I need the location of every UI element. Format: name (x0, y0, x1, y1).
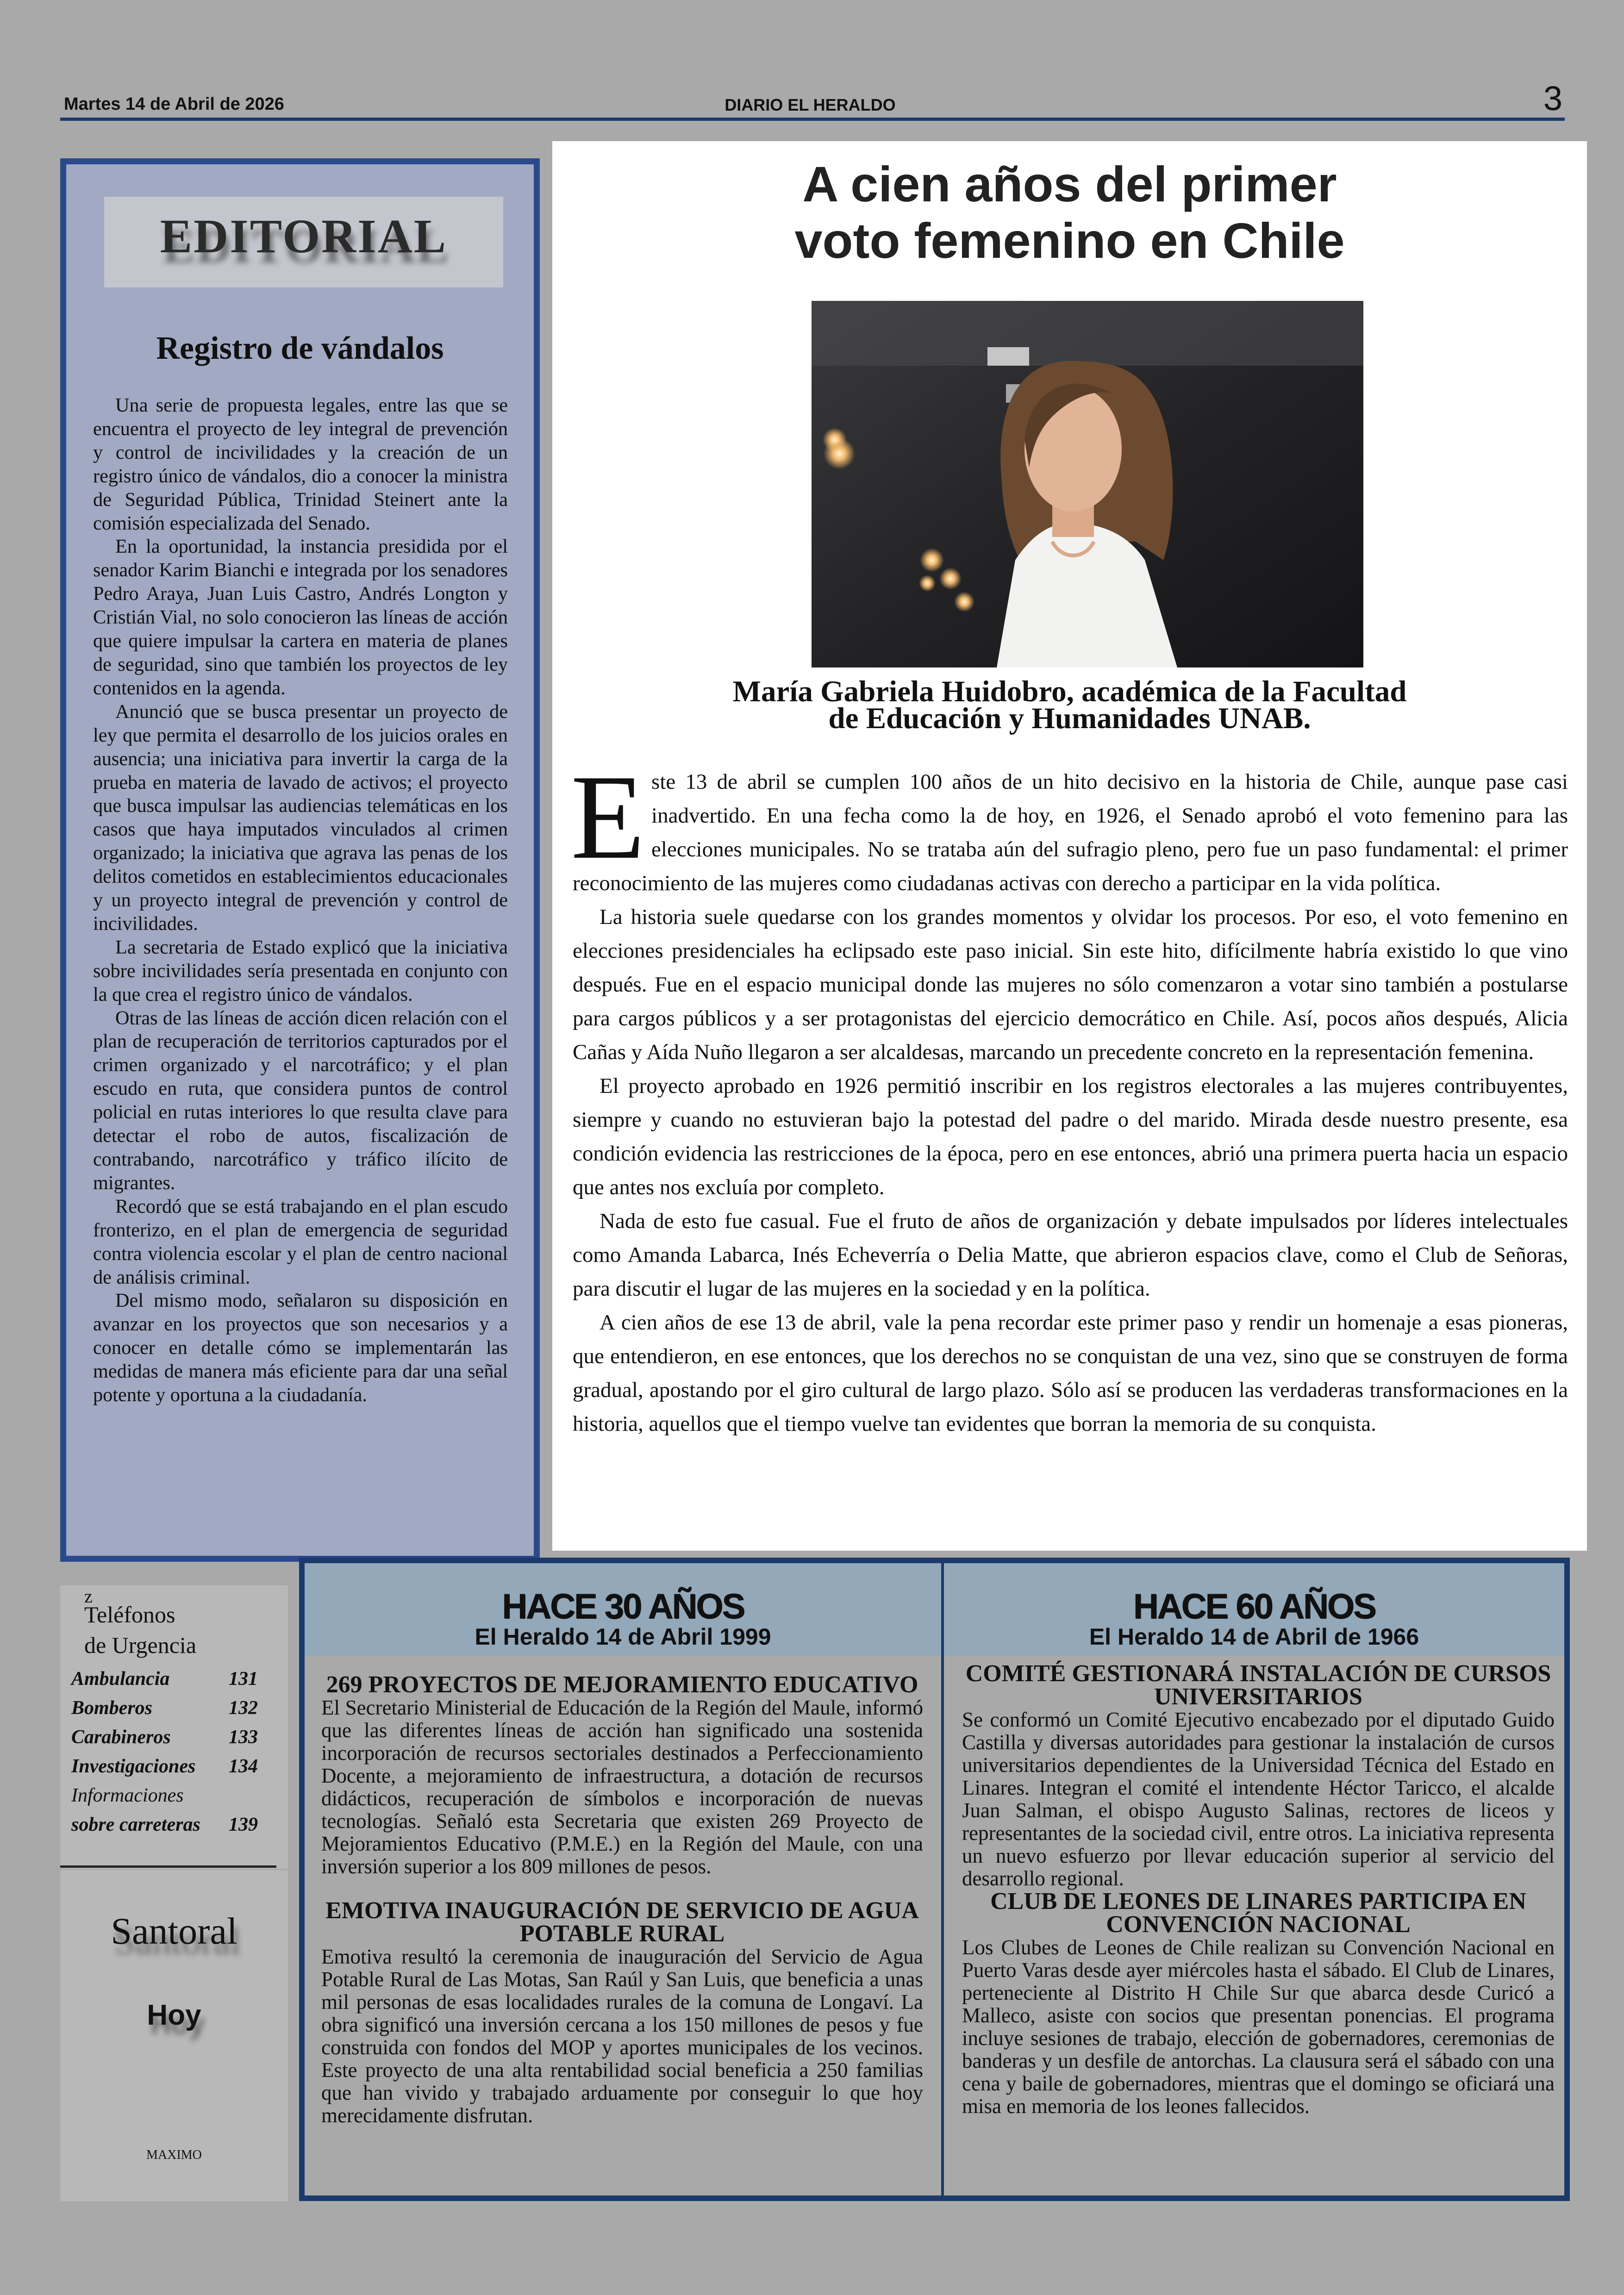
archive-column-divider (941, 1563, 944, 2195)
phone-row-bomberos (71, 1697, 280, 1719)
archive-right-header (944, 1563, 1564, 1656)
article-paragraph: Nada de esto fue casual. Fue el fruto de años de organización y debate impulsados por líderes intelectuales como Amanda Labarca, Inés Echeverría o Delia Matte, que abrieron espacios clave, como el Club de Señoras, para discutir el lugar de las mujeres en la sociedad y en la política. (573, 1209, 1568, 1301)
page-number: 3 (1543, 79, 1562, 118)
editorial-title-box (104, 197, 503, 287)
photo-caption (552, 675, 1587, 735)
phone-label: sobre carreteras (71, 1814, 200, 1835)
phone-label: Investigaciones (71, 1756, 196, 1777)
phones-title-line: Teléfonos (84, 1602, 175, 1628)
phone-info-label: Informaciones (71, 1785, 184, 1806)
emergency-phones-box (60, 1585, 288, 1869)
portrait-illustration (812, 301, 1363, 667)
archive-story-headline: 269 PROYECTOS DE MEJORAMIENTO EDUCATIVO (326, 1671, 918, 1698)
article-paragraph: La historia suele quedarse con los grandes momentos y olvidar los procesos. Por eso, el voto femenino en elecciones presidenciales ha eclipsado este paso inicial. Sin este hito, difícilmente habría existido lo que vino después. Fue en el espacio municipal donde las mujeres no sólo comenzaron a votar sino también a postularse para cargos públicos y a ser protagonistas del ejercicio democrático en Chile. Así, pocos años después, Alicia Cañas y Aída Nuño llegaron a ser alcaldesas, marcando un precedente concreto en la representación femenina. (573, 905, 1568, 1064)
editorial-headline: Registro de vándalos (156, 331, 444, 366)
article-paragraph: A cien años de ese 13 de abril, vale la pena recordar este primer paso y rendir un homenaje a esas pioneras, que entendieron, en ese entonces, que los derechos no se conquistan de una vez, sino que se construyen de forma gradual, apostando por el giro cultural de largo plazo. Sólo así se producen las verdaderas transformaciones en la historia, aquellos que el tiempo vuelve tan evidentes que borran la memoria de su conquista. (573, 1310, 1568, 1436)
phone-label: Carabineros (71, 1727, 171, 1748)
editorial-paragraph: La secretaria de Estado explicó que la iniciativa sobre incivilidades sería presentada en conjunto con la que crea el registro único de vándalos. (93, 936, 508, 1005)
phone-row-carabineros (71, 1726, 280, 1748)
santoral-box (60, 1870, 288, 2201)
editorial-paragraph: Anunció que se busca presentar un proyecto de ley que permita el desarrollo de los juicios orales en ausencia; una iniciativa para invertir la carga de la prueba en materia de lavado de activos; el proyecto que busca impulsar las audiencias telemáticas en los casos que haya imputados vinculados al crimen organizado; la iniciativa que agrava las penas de los delitos cometidos en establecimientos educacionales y un proyecto integral de prevención y control de incivilidades. (93, 700, 508, 935)
article-title (552, 156, 1587, 269)
newspaper-name: DIARIO EL HERALDO (725, 95, 896, 114)
editorial-paragraph: Recordó que se está trabajando en el plan escudo fronterizo, en el plan de emergencia de seguridad contra violencia escolar y el plan de centro nacional de análisis criminal. (93, 1195, 508, 1288)
editorial-paragraph: En la oportunidad, la instancia presidida por el senador Karim Bianchi e integrada por los senadores Pedro Araya, Juan Luis Castro, Andrés Longton y Cristián Vial, no solo conocieron las líneas de acción que quiere impulsar la cartera en materia de planes de seguridad, sino que también los proyectos de ley contenidos en la agenda. (93, 536, 508, 699)
archive-left-heading: HACE 30 AÑOS (502, 1587, 744, 1626)
santoral-name: MAXIMO (146, 2148, 202, 2162)
archive-right-column (962, 1662, 1555, 2118)
phone-row-investigaciones (71, 1755, 280, 1777)
caption-line: María Gabriela Huidobro, académica de la Facultad (732, 675, 1407, 708)
phones-mark: z (84, 1586, 93, 1607)
archive-story-headline: EMOTIVA INAUGURACIÓN DE SERVICIO DE AGUA POTABLE RURAL (325, 1897, 919, 1947)
editorial-column (60, 158, 540, 1562)
phones-title (84, 1599, 196, 1660)
phone-number: 134 (229, 1756, 258, 1777)
article-title-line: A cien años del primer (802, 156, 1337, 212)
header-date: Martes 14 de Abril de 2026 (64, 94, 284, 114)
archive-left-subheading: El Heraldo 14 de Abril 1999 (475, 1624, 771, 1650)
archive-box (299, 1558, 1570, 2201)
editorial-body (93, 394, 508, 1407)
phone-number: 139 (229, 1814, 258, 1835)
editorial-paragraph: Una serie de propuesta legales, entre las que se encuentra el proyecto de ley integral de prevención y control de incivilidades y la creación de un registro único de vándalos, dio a conocer la ministra de Seguridad Pública, Trinidad Steinert ante la comisión especializada del Senado. (93, 394, 508, 534)
article-title-line: voto femenino en Chile (794, 212, 1345, 268)
phone-label: Bomberos (71, 1697, 153, 1719)
phones-title-line: de Urgencia (84, 1632, 197, 1658)
main-article (552, 141, 1587, 1551)
archive-story-headline: CLUB DE LEONES DE LINARES PARTICIPA EN CONVENCIÓN NACIONAL (990, 1888, 1526, 1938)
caption-line: de Educación y Humanidades UNAB. (828, 702, 1311, 735)
header-rule (60, 118, 1565, 121)
portrait-photo (812, 301, 1363, 667)
article-body (571, 750, 1568, 1441)
article-first-paragraph (571, 750, 1568, 900)
santoral-title: Santoral (111, 1910, 237, 1952)
archive-left-column (321, 1673, 923, 2127)
article-first-paragraph-text: ste 13 de abril se cumplen 100 años de un hito decisivo en la historia de Chile, aunque pase casi inadvertido. En una fecha como la de hoy, en 1926, el Senado aprobó el voto femenino para las elecciones municipales. No se trataba aún del sufragio pleno, pero fue un paso fundamental: el primer reconocimiento de las mujeres como ciudadanas activas con derecho a participar en la vida política. (573, 770, 1568, 895)
archive-left-header (305, 1563, 941, 1656)
phone-row-ambulancia (71, 1668, 280, 1690)
archive-story-body: Emotiva resultó la ceremonia de inauguración del Servicio de Agua Potable Rural de Las Motas, San Raúl y San Luis, que beneficia a unas mil personas de esas localidades rurales de la comuna de Longaví. La obra significó una inversión cercana a los 150 millones de pesos y fue construida con fondos del MOP y aportes municipales de los vecinos. Este proyecto de una alta rentabilidad social beneficia a 250 familias que han vivido y trabajado arduamente por conseguir lo que hoy merecidamente disfrutan. (321, 1945, 923, 2127)
archive-story-body: El Secretario Ministerial de Educación de la Región del Maule, informó que las diferentes líneas de acción han significado una sostenida incorporación de recursos sectoriales destinados a Perfeccionamiento Docente, a mejoramiento de infraestructura, a dotación de recursos didácticos, recuperación de símbolos e incorporación de nuevas tecnologías. Señaló esta Secretaria que existen 269 Proyecto de Mejoramientos Educativo (P.M.E.) en la Región del Maule, con una inversión superior a los 809 millones de pesos. (321, 1696, 923, 1878)
archive-story-headline: COMITÉ GESTIONARÁ INSTALACIÓN DE CURSOS UNIVERSITARIOS (965, 1660, 1551, 1710)
editorial-paragraph: Otras de las líneas de acción dicen relación con el plan de recuperación de territorios capturados por el crimen organizado y el narcotráfico; y el plan escudo en ruta, que considera puntos de control policial en rutas interiores lo que resulta clave para detectar el robo de autos, fiscalización de contrabando, narcotráfico y tráfico ilícito de migrantes. (93, 1007, 508, 1194)
archive-right-subheading: El Heraldo 14 de Abril de 1966 (1089, 1624, 1419, 1650)
editorial-section-title: EDITORIAL (160, 210, 448, 263)
drop-cap: E (571, 750, 645, 884)
phones-divider (60, 1865, 276, 1868)
archive-right-heading: HACE 60 AÑOS (1133, 1587, 1375, 1626)
santoral-today: Hoy (147, 1999, 201, 2031)
article-paragraph: El proyecto aprobado en 1926 permitió inscribir en los registros electorales a las mujeres contribuyentes, siempre y cuando no estuvieran bajo la potestad del padre o del marido. Mirada desde nuestro presente, esa condición evidencia las restricciones de la época, pero en ese entonces, abrió una primera puerta hacia un espacio que antes nos excluía por completo. (573, 1074, 1568, 1199)
archive-story-body: Se conformó un Comité Ejecutivo encabezado por el diputado Guido Castilla y diversas autoridades para gestionar la instalación de cursos universitarios dependientes de la Universidad Técnica del Estado en Linares. Integran el comité el intendente Héctor Taricco, el alcalde Juan Salman, el obispo Augusto Salinas, rectores de liceos y representantes de la sociedad civil, entre otros. La iniciativa representa un nuevo esfuerzo por llevar educación superior al servicio del desarrollo regional. (962, 1708, 1555, 1890)
phone-number: 133 (229, 1727, 258, 1748)
phone-number: 132 (229, 1697, 258, 1719)
editorial-paragraph: Del mismo modo, señalaron su disposición en avanzar en los proyectos que son necesarios y a conocer en detalle cómo se implementarán las medidas de manera más eficiente para dar una señal potente y oportuna a la ciudadanía. (93, 1290, 508, 1406)
archive-story-body: Los Clubes de Leones de Chile realizan su Convención Nacional en Puerto Varas desde ayer miércoles hasta el sábado. El Club de Linares, perteneciente al Distrito H Chile Sur que abarca desde Curicó a Malleco, asiste con socios que presentan ponencias. El programa incluye sesiones de trabajo, elección de gobernadores, ceremonias de banderas y un desfile de antorchas. La clausura será el sábado con una cena y baile de gobernadores, mientras que el domingo se oficiará una misa en memoria de los leones fallecidos. (962, 1936, 1555, 2118)
phone-label: Ambulancia (71, 1668, 170, 1690)
phone-number: 131 (229, 1668, 258, 1690)
phone-row-carreteras (71, 1814, 280, 1836)
